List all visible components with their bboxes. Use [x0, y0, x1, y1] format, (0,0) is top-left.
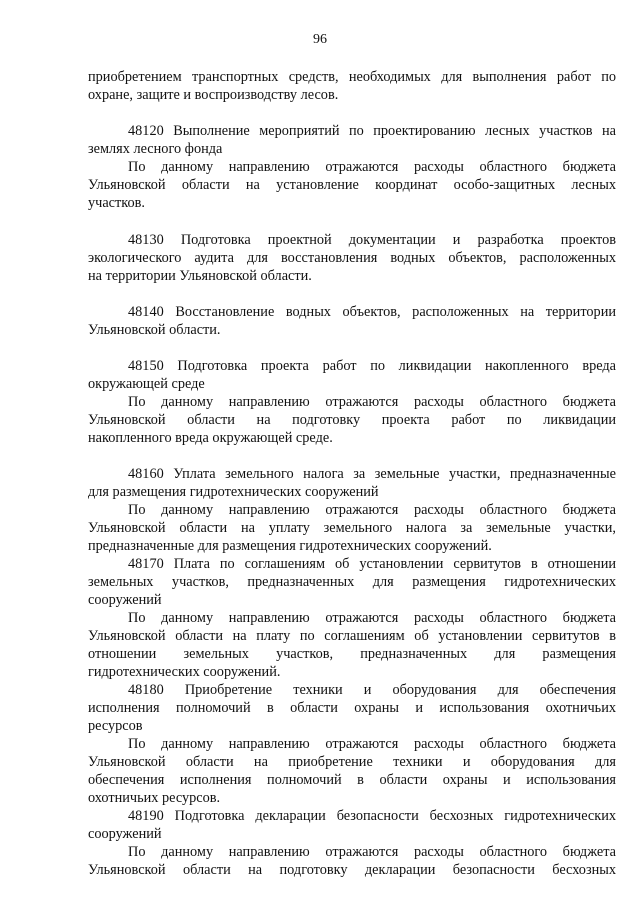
- text-line: отношении земельных участков, предназначенных для размещения: [88, 646, 616, 662]
- text-line: приобретением транспортных средств, необходимых для выполнения работ по: [88, 69, 616, 85]
- text-line: Ульяновской области на установление координат особо-защитных лесных: [88, 177, 616, 193]
- text-line: на территории Ульяновской области.: [88, 268, 312, 284]
- text-line: накопленного вреда окружающей среде.: [88, 430, 333, 446]
- section-heading-48120: 48120 Выполнение мероприятий по проектированию лесных участков на: [128, 123, 616, 139]
- section-heading-48140: 48140 Восстановление водных объектов, расположенных на территории: [128, 304, 616, 320]
- text-line: По данному направлению отражаются расходы областного бюджета: [128, 502, 616, 518]
- text-line: По данному направлению отражаются расходы областного бюджета: [128, 736, 616, 752]
- text-line: обеспечения исполнения полномочий в области охраны и использования: [88, 772, 616, 788]
- text-line: земельных участков, предназначенных для размещения гидротехнических: [88, 574, 616, 590]
- text-line: По данному направлению отражаются расходы областного бюджета: [128, 159, 616, 175]
- text-line: землях лесного фонда: [88, 141, 223, 157]
- text-line: охране, защите и воспроизводству лесов.: [88, 87, 339, 103]
- text-line: сооружений: [88, 592, 162, 608]
- text-line: для размещения гидротехнических сооружений: [88, 484, 379, 500]
- text-line: исполнения полномочий в области охраны и использования охотничьих: [88, 700, 616, 716]
- text-line: гидротехнических сооружений.: [88, 664, 281, 680]
- text-line: По данному направлению отражаются расходы областного бюджета: [128, 610, 616, 626]
- section-heading-48190: 48190 Подготовка декларации безопасности бесхозных гидротехнических: [128, 808, 616, 824]
- text-line: Ульяновской области на подготовку декларации безопасности бесхозных: [88, 862, 616, 878]
- text-line: охотничьих ресурсов.: [88, 790, 221, 806]
- text-line: предназначенные для размещения гидротехнических сооружений.: [88, 538, 492, 554]
- section-heading-48150: 48150 Подготовка проекта работ по ликвидации накопленного вреда: [128, 358, 616, 374]
- text-line: сооружений: [88, 826, 162, 842]
- text-line: Ульяновской области на уплату земельного налога за земельные участки,: [88, 520, 616, 536]
- section-heading-48180: 48180 Приобретение техники и оборудования для обеспечения: [128, 682, 616, 698]
- section-heading-48170: 48170 Плата по соглашениям об установлении сервитутов в отношении: [128, 556, 616, 572]
- section-heading-48130: 48130 Подготовка проектной документации и разработка проектов: [128, 232, 616, 248]
- text-line: окружающей среде: [88, 376, 205, 392]
- text-line: По данному направлению отражаются расходы областного бюджета: [128, 844, 616, 860]
- text-line: участков.: [88, 195, 145, 211]
- section-heading-48160: 48160 Уплата земельного налога за земельные участки, предназначенные: [128, 466, 616, 482]
- text-line: Ульяновской области на приобретение техники и оборудования для: [88, 754, 616, 770]
- text-line: Ульяновской области на плату по соглашениям об установлении сервитутов в: [88, 628, 616, 644]
- text-line: По данному направлению отражаются расходы областного бюджета: [128, 394, 616, 410]
- text-line: Ульяновской области на подготовку проекта работ по ликвидации: [88, 412, 616, 428]
- text-line: экологического аудита для восстановления водных объектов, расположенных: [88, 250, 616, 266]
- text-line: Ульяновской области.: [88, 322, 221, 338]
- text-line: ресурсов: [88, 718, 143, 734]
- page-number: 96: [313, 32, 327, 47]
